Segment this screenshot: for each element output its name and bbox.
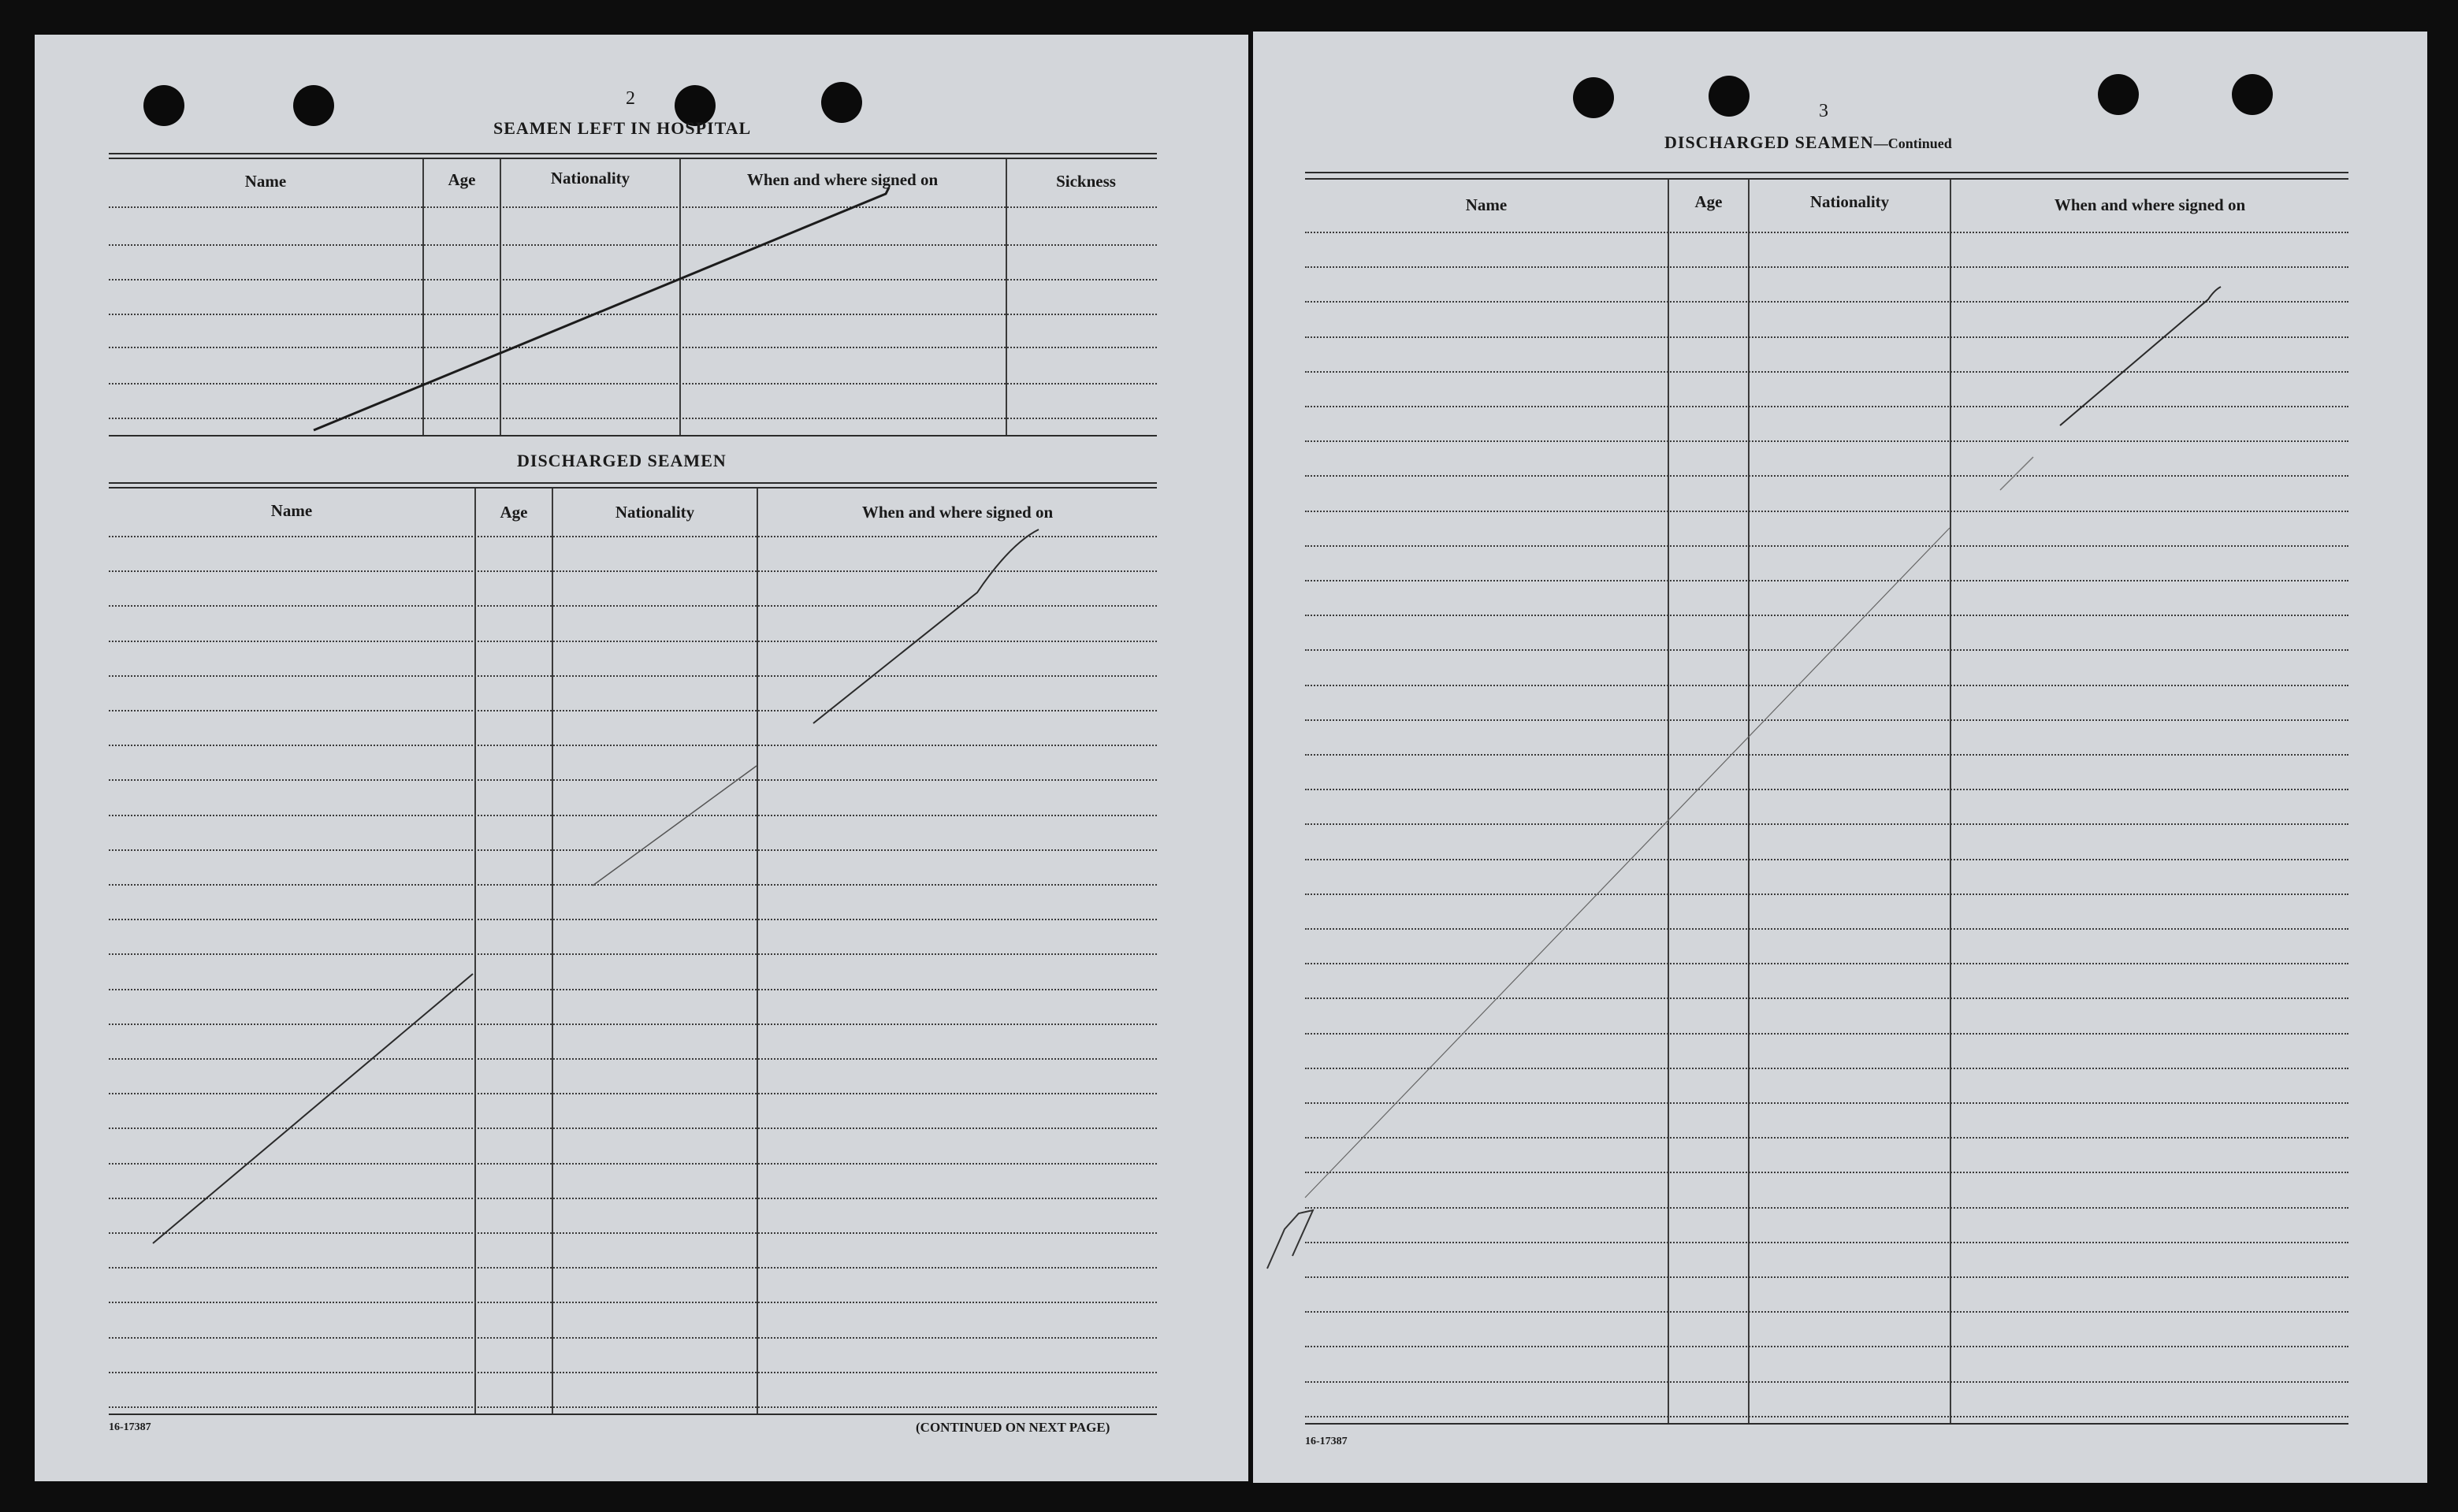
column-header-nationality: Nationality [550, 169, 630, 188]
strike-discharged-lower [153, 974, 473, 1243]
column-header-age: Age [500, 503, 528, 522]
section-title-hospital: SEAMEN LEFT IN HOSPITAL [493, 118, 752, 138]
continued-note: (CONTINUED ON NEXT PAGE) [916, 1420, 1110, 1435]
column-header-nationality: Nationality [1809, 192, 1890, 211]
title-main: DISCHARGED SEAMEN [1664, 132, 1874, 152]
strike-discharged-upper [813, 529, 1039, 723]
title-suffix: —Continued [1873, 136, 1952, 151]
form-number: 16-17387 [1305, 1436, 1348, 1447]
column-header-nationality: Nationality [615, 503, 695, 522]
column-header-name: Name [1465, 195, 1508, 214]
strike-hospital [314, 188, 889, 430]
column-header-sickness: Sickness [1056, 172, 1116, 191]
strike-right-upper [2060, 287, 2221, 425]
page-number: 3 [1819, 101, 1828, 121]
strike-right-long [1305, 528, 1950, 1198]
column-header-age: Age [1694, 192, 1723, 211]
strike-discharged-middle [593, 766, 757, 886]
column-header-name: Name [270, 501, 313, 520]
form-number: 16-17387 [109, 1421, 151, 1433]
section-title-discharged: DISCHARGED SEAMEN [517, 451, 727, 470]
strike-right-hook [1267, 1210, 1313, 1269]
strike-right-faint [2000, 457, 2033, 490]
column-header-name: Name [244, 172, 287, 191]
column-header-signed-on: When and where signed on [861, 503, 1054, 522]
column-header-signed-on: When and where signed on [2054, 195, 2246, 214]
page-number: 2 [626, 88, 635, 109]
column-header-age: Age [448, 170, 476, 189]
column-header-signed-on: When and where signed on [746, 170, 939, 189]
